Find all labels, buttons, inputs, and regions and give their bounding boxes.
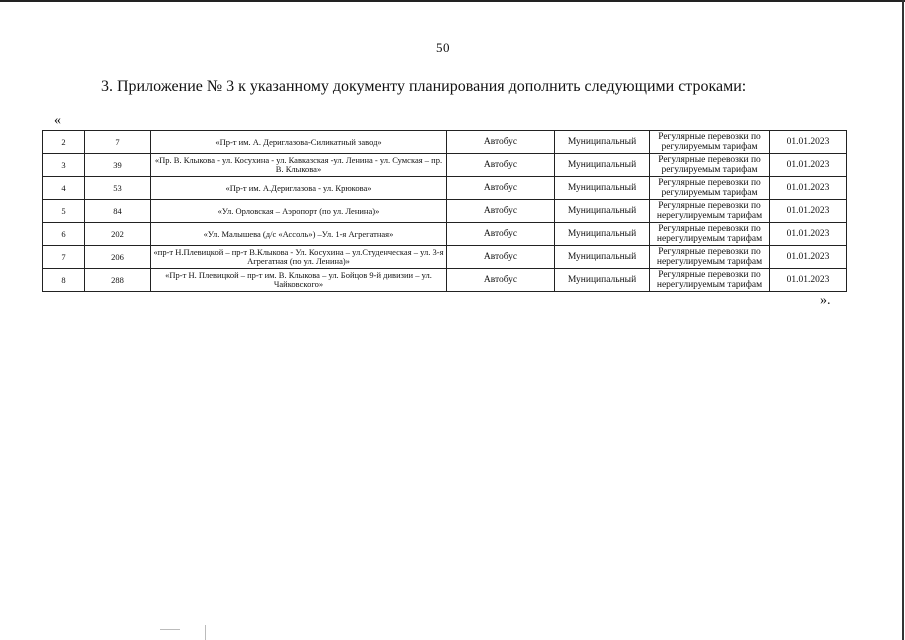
transport-mode-cell: Регулярные перевозки по нерегулируемым тарифам — [650, 246, 770, 269]
route-level-cell: Муниципальный — [555, 177, 650, 200]
closing-quote: ». — [820, 293, 831, 308]
scan-artifact — [205, 625, 206, 640]
opening-quote: « — [54, 113, 61, 128]
table-row — [43, 269, 847, 292]
table-row — [43, 154, 847, 177]
route-name-cell: «Ул. Малышева (д/с «Ассоль») –Ул. 1-я Агрегатная» — [151, 223, 447, 246]
table-row — [43, 223, 847, 246]
row-number-cell: 5 — [43, 200, 85, 223]
page-top-edge — [0, 0, 905, 2]
routes-table-body — [43, 131, 847, 292]
route-name-cell: «Ул. Орловская – Аэропорт (по ул. Ленина)» — [151, 200, 447, 223]
route-level-cell: Муниципальный — [555, 200, 650, 223]
table-row — [43, 200, 847, 223]
route-level-cell: Муниципальный — [555, 223, 650, 246]
route-number-cell: 53 — [85, 177, 151, 200]
route-name-cell: «пр-т Н.Плевицкой – пр-т В.Клыкова - Ул. Косухина – ул.Студенческая – ул. 3-я Агрегатная (по ул. Ленина)» — [151, 246, 447, 269]
route-number-cell: 39 — [85, 154, 151, 177]
route-name-cell: «Пр. В. Клыкова - ул. Косухина - ул. Кавказская -ул. Ленина - ул. Сумская – пр. В. Клыкова» — [151, 154, 447, 177]
table-row — [43, 177, 847, 200]
transport-type-cell: Автобус — [447, 246, 555, 269]
transport-type-cell: Автобус — [447, 223, 555, 246]
route-level-cell: Муниципальный — [555, 246, 650, 269]
start-date-cell: 01.01.2023 — [770, 154, 847, 177]
table-row — [43, 131, 847, 154]
row-number-cell: 6 — [43, 223, 85, 246]
scan-artifact — [160, 629, 180, 630]
table-row — [43, 246, 847, 269]
routes-table — [42, 130, 847, 292]
route-number-cell: 206 — [85, 246, 151, 269]
route-level-cell: Муниципальный — [555, 131, 650, 154]
route-name-cell: «Пр-т им. А. Дериглазова-Силикатный завод» — [151, 131, 447, 154]
transport-mode-cell: Регулярные перевозки по нерегулируемым тарифам — [650, 200, 770, 223]
transport-type-cell: Автобус — [447, 154, 555, 177]
route-number-cell: 202 — [85, 223, 151, 246]
route-level-cell: Муниципальный — [555, 269, 650, 292]
page-number: 50 — [436, 40, 450, 55]
route-level-cell: Муниципальный — [555, 154, 650, 177]
start-date-cell: 01.01.2023 — [770, 246, 847, 269]
start-date-cell: 01.01.2023 — [770, 200, 847, 223]
transport-type-cell: Автобус — [447, 177, 555, 200]
route-name-cell: «Пр-т Н. Плевицкой – пр-т им. В. Клыкова – ул. Бойцов 9-й дивизии – ул. Чайковского» — [151, 269, 447, 292]
intro-paragraph: 3. Приложение № 3 к указанному документу планирования дополнить следующими строками: — [101, 78, 747, 95]
transport-mode-cell: Регулярные перевозки по регулируемым тарифам — [650, 131, 770, 154]
transport-mode-cell: Регулярные перевозки по регулируемым тарифам — [650, 177, 770, 200]
start-date-cell: 01.01.2023 — [770, 131, 847, 154]
start-date-cell: 01.01.2023 — [770, 177, 847, 200]
transport-type-cell: Автобус — [447, 269, 555, 292]
route-number-cell: 288 — [85, 269, 151, 292]
transport-type-cell: Автобус — [447, 200, 555, 223]
row-number-cell: 7 — [43, 246, 85, 269]
route-number-cell: 7 — [85, 131, 151, 154]
row-number-cell: 3 — [43, 154, 85, 177]
route-number-cell: 84 — [85, 200, 151, 223]
transport-type-cell: Автобус — [447, 131, 555, 154]
row-number-cell: 8 — [43, 269, 85, 292]
start-date-cell: 01.01.2023 — [770, 269, 847, 292]
transport-mode-cell: Регулярные перевозки по нерегулируемым тарифам — [650, 223, 770, 246]
start-date-cell: 01.01.2023 — [770, 223, 847, 246]
route-name-cell: «Пр-т им. А.Дериглазова - ул. Крюкова» — [151, 177, 447, 200]
page-right-edge — [902, 0, 904, 640]
transport-mode-cell: Регулярные перевозки по нерегулируемым тарифам — [650, 269, 770, 292]
row-number-cell: 4 — [43, 177, 85, 200]
transport-mode-cell: Регулярные перевозки по регулируемым тарифам — [650, 154, 770, 177]
row-number-cell: 2 — [43, 131, 85, 154]
